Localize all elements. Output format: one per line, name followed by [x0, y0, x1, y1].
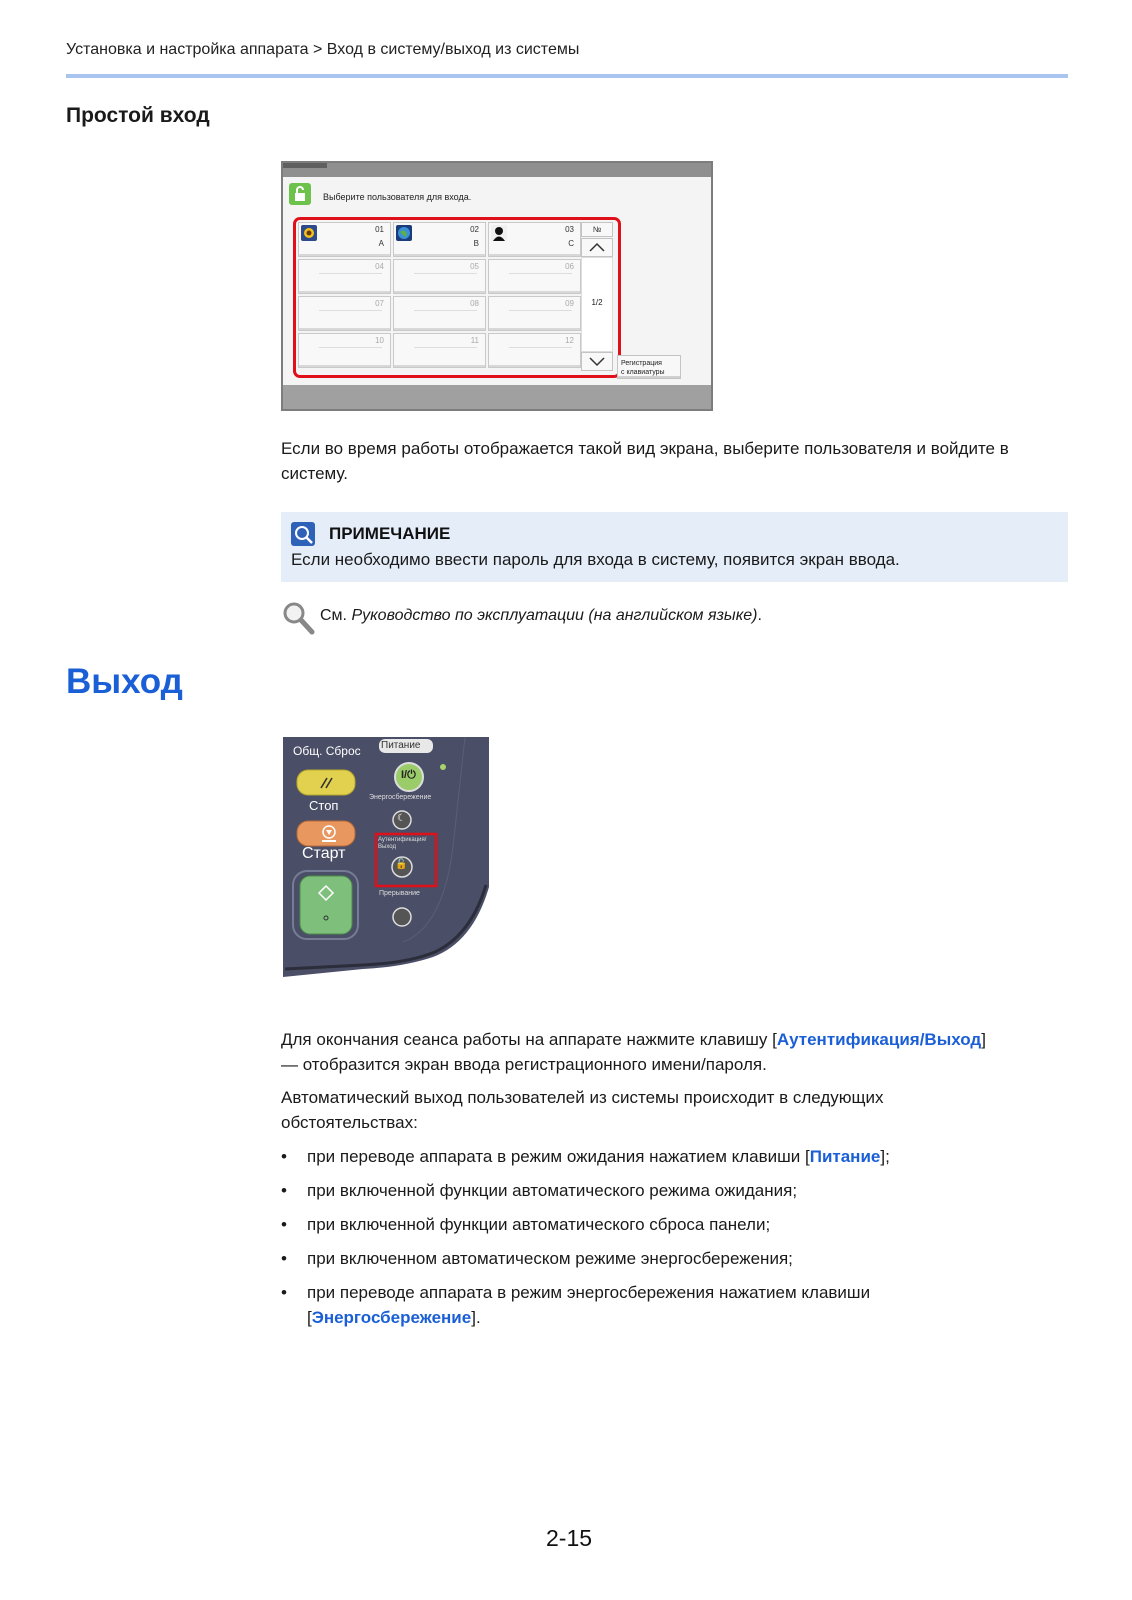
- user-button-01[interactable]: 01 A: [298, 222, 391, 257]
- reset-label: Общ. Сброс: [293, 744, 361, 758]
- silhouette-icon: [491, 225, 507, 241]
- user-button-02[interactable]: 02 B: [393, 222, 486, 257]
- user-button-07[interactable]: 07: [298, 296, 391, 331]
- note-title: ПРИМЕЧАНИЕ: [329, 524, 451, 543]
- header-rule: [66, 74, 1068, 78]
- interrupt-label: Прерывание: [379, 890, 420, 897]
- keyboard-login-button[interactable]: Регистрация с клавиатуры: [617, 355, 681, 379]
- auth-logout-key: Аутентификация/Выход: [776, 1030, 982, 1049]
- sunflower-icon: [301, 225, 317, 241]
- power-key: Питание: [809, 1147, 881, 1166]
- auth-logout-button[interactable]: 🔓: [395, 859, 408, 870]
- user-button-03[interactable]: 03 C: [488, 222, 581, 257]
- section-heading-simple-login: Простой вход: [66, 104, 210, 127]
- note-box: [281, 512, 1068, 582]
- chevron-down-icon: [582, 353, 612, 370]
- user-button-09[interactable]: 09: [488, 296, 581, 331]
- stop-icon: [300, 821, 358, 846]
- user-button-04[interactable]: 04: [298, 259, 391, 294]
- see-also-reference: См. Руководство по эксплуатации (на английском языке).: [320, 607, 762, 624]
- magnifier-icon: [281, 600, 315, 636]
- logout-paragraph-1: Для окончания сеанса работы на аппарате нажмите клавишу [Аутентификация/Выход] — отобразится экран ввода регистрационного имени/пароля.: [281, 1030, 986, 1074]
- globe-icon: [396, 225, 412, 241]
- breadcrumb: Установка и настройка аппарата > Вход в систему/выход из системы: [66, 41, 580, 58]
- user-button-06[interactable]: 06: [488, 259, 581, 294]
- scroll-down-button[interactable]: [581, 352, 613, 371]
- unlock-icon: [289, 183, 311, 205]
- start-label: Старт: [302, 845, 346, 862]
- note-text: Если необходимо ввести пароль для входа в систему, появится экран ввода.: [291, 550, 900, 569]
- energy-label: Энергосбережение: [369, 794, 432, 801]
- login-paragraph: Если во время работы отображается такой вид экрана, выберите пользователя и войдите в систему.: [281, 439, 1009, 483]
- reset-button[interactable]: [300, 770, 358, 795]
- screen-prompt: Выберите пользователя для входа.: [323, 192, 472, 202]
- page-number: 2-15: [546, 1525, 593, 1551]
- page-indicator: 1/2: [591, 298, 603, 307]
- reference-link[interactable]: Руководство по эксплуатации (на английском языке): [351, 607, 758, 624]
- chevron-up-icon: [582, 239, 612, 256]
- user-button-05[interactable]: 05: [393, 259, 486, 294]
- login-screen-image: [281, 161, 713, 411]
- energy-save-key: Энергосбережение: [311, 1308, 472, 1327]
- number-search-button[interactable]: №: [581, 222, 613, 237]
- stop-button[interactable]: [300, 821, 358, 846]
- power-label: Питание: [381, 740, 421, 751]
- user-button-08[interactable]: 08: [393, 296, 486, 331]
- note-icon: [291, 522, 315, 546]
- user-button-10[interactable]: 10: [298, 333, 391, 368]
- scroll-up-button[interactable]: [581, 238, 613, 257]
- section-heading-logout: Выход: [66, 662, 183, 701]
- auth-label: Аутентификация/ Выход: [378, 837, 427, 850]
- power-icon[interactable]: I/⏻: [401, 769, 416, 781]
- scroll-track[interactable]: [581, 257, 613, 352]
- user-button-11[interactable]: 11: [393, 333, 486, 368]
- logout-paragraph-2: Автоматический выход пользователей из системы происходит в следующих обстоятельствах:: [281, 1088, 884, 1132]
- stop-label: Стоп: [309, 798, 339, 813]
- interrupt-button[interactable]: [393, 910, 411, 924]
- user-button-12[interactable]: 12: [488, 333, 581, 368]
- operation-panel-image: [283, 737, 489, 990]
- start-button[interactable]: [300, 876, 352, 934]
- moon-icon[interactable]: ☾: [397, 813, 406, 824]
- start-icon: [300, 876, 352, 934]
